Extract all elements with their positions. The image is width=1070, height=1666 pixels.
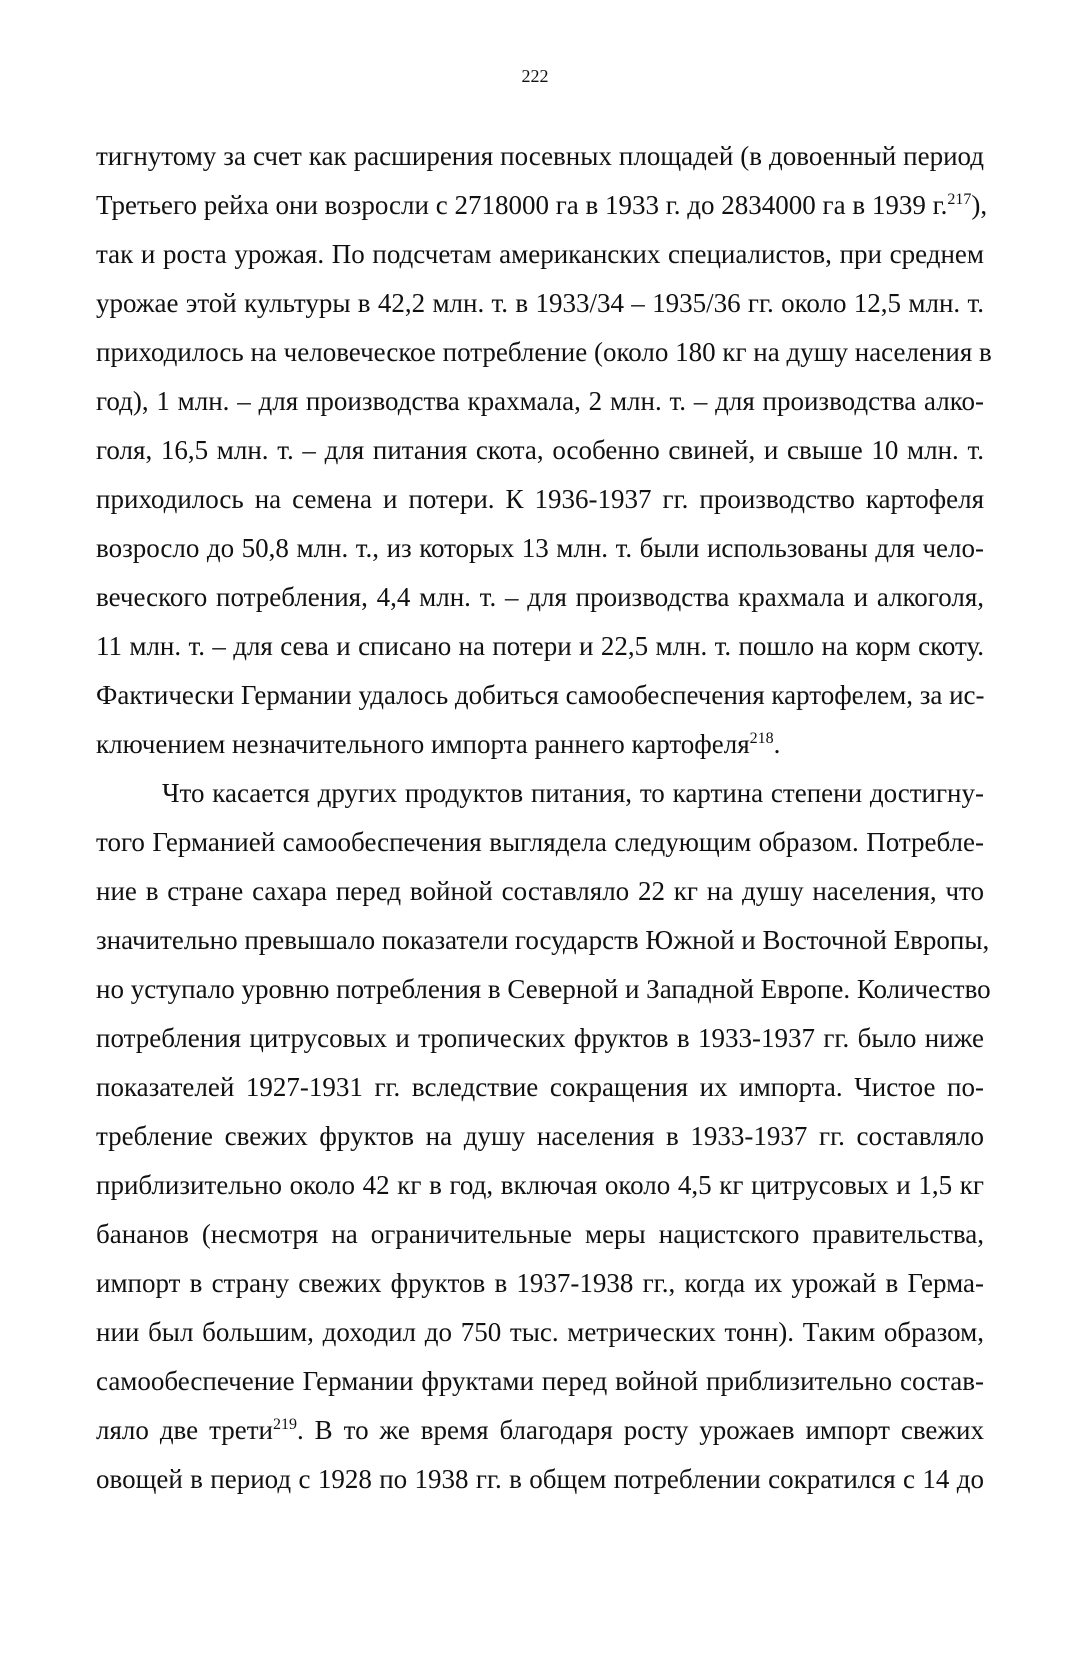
text-segment: Третьего рейха они возросли с 2718000 га в 1933 г. до 2834000 га в 1939 г. — [96, 190, 948, 220]
text-line — [96, 328, 992, 377]
text-segment: требление свежих фруктов на душу населения в 1933-1937 гг. составляло — [96, 1121, 984, 1151]
text-line — [96, 181, 988, 230]
text-line — [96, 916, 990, 965]
text-line — [96, 769, 984, 818]
text-segment: тигнутому за счет как расширения посевных площадей (в довоенный период — [96, 141, 984, 171]
paragraph — [96, 132, 992, 769]
text-line — [96, 1308, 984, 1357]
text-line — [96, 1161, 984, 1210]
text-line — [96, 1455, 984, 1504]
text-segment: приблизительно около 42 кг в год, включая около 4,5 кг цитрусовых и 1,5 кг — [96, 1170, 984, 1200]
text-line — [96, 1063, 984, 1112]
footnote-ref: 219 — [272, 1416, 297, 1433]
text-segment: Фактически Германии удалось добиться самообеспечения картофелем, за ис- — [96, 680, 985, 710]
text-segment: год), 1 млн. – для производства крахмала, 2 млн. т. – для производства алко- — [96, 386, 984, 416]
text-line — [96, 720, 984, 769]
text-segment: так и роста урожая. По подсчетам американских специалистов, при среднем — [96, 239, 984, 269]
text-segment: потребления цитрусовых и тропических фруктов в 1933-1937 гг. было ниже — [96, 1023, 984, 1053]
footnote-ref: 218 — [749, 730, 774, 747]
body-text — [96, 132, 992, 1504]
text-segment: урожае этой культуры в 42,2 млн. т. в 1933/34 – 1935/36 гг. около 12,5 млн. т. — [96, 288, 984, 318]
text-segment: приходилось на семена и потери. К 1936-1937 гг. производство картофеля — [96, 484, 984, 514]
text-segment: значительно превышало показатели государств Южной и Восточной Европы, — [96, 925, 990, 955]
text-line — [96, 475, 984, 524]
text-segment: . — [773, 729, 781, 759]
footnote-ref: 217 — [947, 191, 972, 208]
text-line — [96, 818, 984, 867]
text-segment: овощей в период с 1928 по 1938 гг. в общем потреблении сократился с 14 до — [96, 1464, 984, 1494]
text-segment: веческого потребления, 4,4 млн. т. – для производства крахмала и алкоголя, — [96, 582, 984, 612]
text-segment: Что касается других продуктов питания, то картина степени достигну- — [162, 778, 984, 808]
text-line — [96, 1406, 984, 1455]
text-line — [96, 965, 991, 1014]
text-line — [96, 426, 984, 475]
text-line — [96, 622, 984, 671]
text-segment: показателей 1927-1931 гг. вследствие сокращения их импорта. Чистое по- — [96, 1072, 984, 1102]
text-segment: самообеспечение Германии фруктами перед войной приблизительно состав- — [96, 1366, 984, 1396]
text-segment: . В то же время благодаря росту урожаев импорт свежих — [296, 1415, 984, 1445]
text-segment: ключением незначительного импорта раннего картофеля — [96, 729, 750, 759]
text-line — [96, 524, 984, 573]
text-line — [96, 1357, 984, 1406]
text-line — [96, 132, 984, 181]
text-segment: но уступало уровню потребления в Северной и Западной Европе. Количество — [96, 974, 991, 1004]
text-line — [96, 573, 984, 622]
text-segment: ), — [971, 190, 988, 220]
text-segment: 11 млн. т. – для сева и списано на потери и 22,5 млн. т. пошло на корм скоту. — [96, 631, 984, 661]
paragraph — [96, 769, 991, 1504]
text-segment: того Германией самообеспечения выглядела следующим образом. Потребле- — [96, 827, 984, 857]
text-segment: приходилось на человеческое потребление (около 180 кг на душу населения в — [96, 337, 992, 367]
text-line — [96, 867, 984, 916]
text-segment: голя, 16,5 млн. т. – для питания скота, особенно свиней, и свыше 10 млн. т. — [96, 435, 984, 465]
text-segment: ние в стране сахара перед войной составляло 22 кг на душу населения, что — [96, 876, 984, 906]
text-segment: ляло две трети — [96, 1415, 273, 1445]
text-line — [96, 1210, 984, 1259]
page-number: 222 — [521, 66, 549, 86]
text-line — [96, 1259, 984, 1308]
text-segment: импорт в страну свежих фруктов в 1937-1938 гг., когда их урожай в Герма- — [96, 1268, 984, 1298]
text-line — [96, 230, 984, 279]
text-segment: возросло до 50,8 млн. т., из которых 13 млн. т. были использованы для чело- — [96, 533, 984, 563]
text-line — [96, 1014, 984, 1063]
text-line — [96, 671, 984, 720]
text-line — [96, 377, 984, 426]
text-segment: нии был большим, доходил до 750 тыс. метрических тонн). Таким образом, — [96, 1317, 984, 1347]
text-line — [96, 279, 984, 328]
text-segment: бананов (несмотря на ограничительные меры нацистского правительства, — [96, 1219, 984, 1249]
text-line — [96, 1112, 984, 1161]
